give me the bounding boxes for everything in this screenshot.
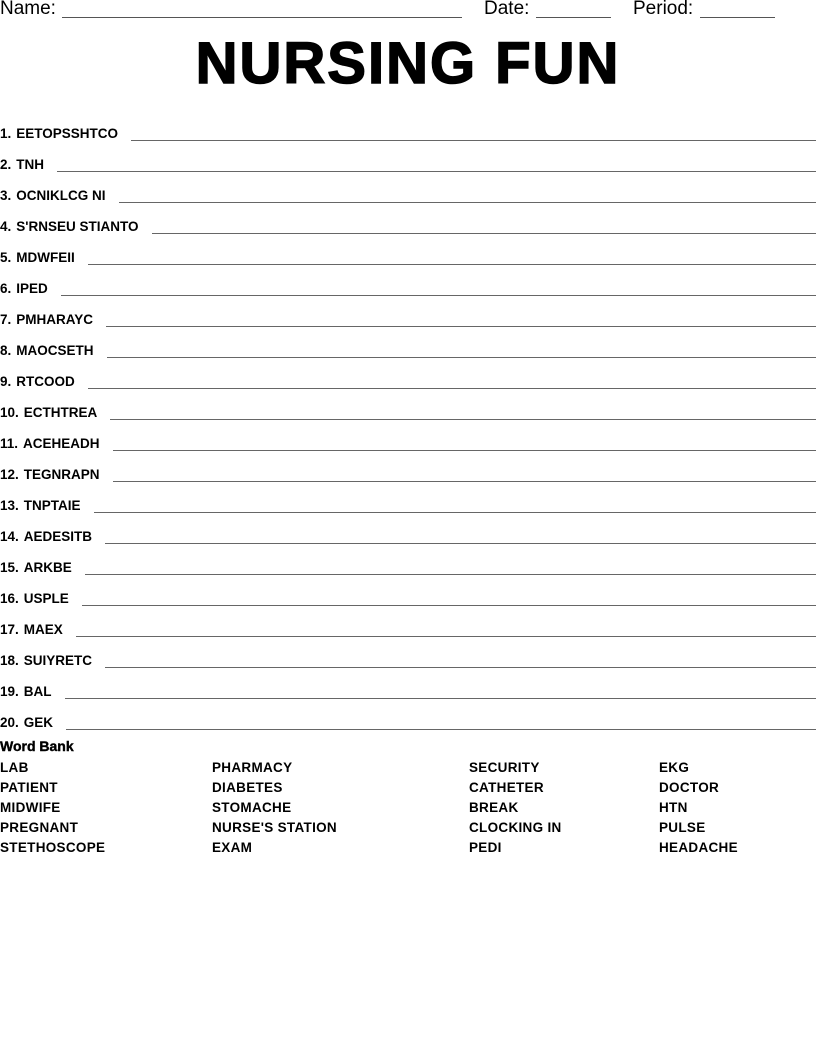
- scrambled-word: EETOPSSHTCO: [16, 126, 119, 141]
- answer-line[interactable]: [131, 140, 816, 141]
- scrambled-word: ARKBE: [23, 560, 72, 575]
- scrambled-word: GEK: [23, 715, 54, 730]
- puzzle-list: [0, 112, 816, 732]
- puzzle-row: [0, 422, 816, 453]
- scrambled-word: OCNIKLCG NI: [16, 188, 106, 203]
- word-bank-entry: CLOCKING IN: [469, 820, 562, 835]
- puzzle-number: 9.: [0, 374, 12, 389]
- answer-line[interactable]: [82, 605, 816, 606]
- puzzle-row: [0, 484, 816, 515]
- word-bank-entry: EKG: [659, 760, 690, 775]
- answer-line[interactable]: [88, 264, 816, 265]
- scrambled-word: IPED: [16, 281, 48, 296]
- answer-line[interactable]: [113, 450, 816, 451]
- puzzle-number: 3.: [0, 188, 12, 203]
- puzzle-number: 1.: [0, 126, 12, 141]
- scrambled-word: S'RNSEU STIANTO: [16, 219, 139, 234]
- scrambled-word: TEGNRAPN: [23, 467, 100, 482]
- puzzle-number: 19.: [0, 684, 19, 699]
- answer-line[interactable]: [113, 481, 816, 482]
- word-bank-entry: STETHOSCOPE: [0, 840, 106, 855]
- word-bank-entry: EXAM: [212, 840, 253, 855]
- word-bank-column: [469, 759, 562, 859]
- answer-line[interactable]: [119, 202, 816, 203]
- puzzle-number: 14.: [0, 529, 19, 544]
- word-bank-entry: CATHETER: [469, 780, 544, 795]
- answer-line[interactable]: [61, 295, 816, 296]
- answer-line[interactable]: [57, 171, 816, 172]
- word-bank-entry: BREAK: [469, 800, 519, 815]
- page-title: NURSING FUN: [195, 31, 621, 96]
- word-bank-entry: PULSE: [659, 820, 706, 835]
- scrambled-word: MDWFEII: [16, 250, 75, 265]
- puzzle-row: [0, 453, 816, 484]
- answer-line[interactable]: [152, 233, 816, 234]
- puzzle-number: 8.: [0, 343, 12, 358]
- puzzle-number: 12.: [0, 467, 19, 482]
- answer-line[interactable]: [85, 574, 816, 575]
- word-bank-column: [0, 759, 105, 859]
- answer-line[interactable]: [107, 357, 816, 358]
- word-bank-entry: NURSE'S STATION: [212, 820, 337, 835]
- word-bank-entry: LAB: [0, 760, 29, 775]
- answer-line[interactable]: [94, 512, 816, 513]
- word-bank-entry: SECURITY: [469, 760, 540, 775]
- name-label: Name:: [0, 0, 56, 19]
- word-bank-entry: PHARMACY: [212, 760, 293, 775]
- puzzle-number: 17.: [0, 622, 19, 637]
- word-bank-title: Word Bank: [0, 738, 74, 754]
- puzzle-row: [0, 701, 816, 732]
- answer-line[interactable]: [106, 326, 816, 327]
- answer-line[interactable]: [76, 636, 816, 637]
- answer-line[interactable]: [105, 667, 816, 668]
- word-bank-entry: HEADACHE: [659, 840, 738, 855]
- word-bank-column: [212, 759, 337, 859]
- puzzle-number: 16.: [0, 591, 19, 606]
- word-bank-entry: DIABETES: [212, 780, 283, 795]
- scrambled-word: TNH: [16, 157, 45, 172]
- puzzle-number: 2.: [0, 157, 12, 172]
- word-bank-entry: HTN: [659, 800, 688, 815]
- answer-line[interactable]: [88, 388, 816, 389]
- scrambled-word: SUIYRETC: [23, 653, 93, 668]
- date-label: Date:: [484, 0, 530, 19]
- word-bank-column: [659, 759, 738, 859]
- puzzle-number: 18.: [0, 653, 19, 668]
- puzzle-row: [0, 670, 816, 701]
- answer-line[interactable]: [66, 729, 816, 730]
- puzzle-number: 10.: [0, 405, 19, 420]
- puzzle-number: 15.: [0, 560, 19, 575]
- puzzle-number: 4.: [0, 219, 12, 234]
- scrambled-word: BAL: [23, 684, 52, 699]
- puzzle-number: 13.: [0, 498, 19, 513]
- scrambled-word: ACEHEADH: [23, 436, 100, 451]
- puzzle-row: [0, 298, 816, 329]
- puzzle-row: [0, 174, 816, 205]
- puzzle-number: 20.: [0, 715, 19, 730]
- puzzle-row: [0, 205, 816, 236]
- scrambled-word: MAOCSETH: [16, 343, 94, 358]
- scrambled-word: RTCOOD: [16, 374, 75, 389]
- puzzle-row: [0, 391, 816, 422]
- word-bank-entry: STOMACHE: [212, 800, 292, 815]
- puzzle-row: [0, 577, 816, 608]
- puzzle-number: 11.: [0, 436, 19, 451]
- name-field[interactable]: [62, 17, 462, 18]
- puzzle-row: [0, 515, 816, 546]
- answer-line[interactable]: [65, 698, 816, 699]
- puzzle-row: [0, 112, 816, 143]
- header: [0, 0, 816, 24]
- puzzle-number: 7.: [0, 312, 12, 327]
- puzzle-number: 5.: [0, 250, 12, 265]
- scrambled-word: MAEX: [23, 622, 63, 637]
- scrambled-word: PMHARAYC: [16, 312, 94, 327]
- puzzle-row: [0, 639, 816, 670]
- puzzle-row: [0, 236, 816, 267]
- scrambled-word: USPLE: [23, 591, 69, 606]
- puzzle-row: [0, 608, 816, 639]
- word-bank-entry: PATIENT: [0, 780, 58, 795]
- puzzle-row: [0, 546, 816, 577]
- period-label: Period:: [633, 0, 694, 19]
- scrambled-word: ECTHTREA: [23, 405, 98, 420]
- puzzle-number: 6.: [0, 281, 12, 296]
- puzzle-row: [0, 329, 816, 360]
- word-bank-entry: PEDI: [469, 840, 502, 855]
- period-field[interactable]: [700, 17, 775, 18]
- word-bank-entry: DOCTOR: [659, 780, 720, 795]
- scrambled-word: AEDESITB: [23, 529, 93, 544]
- word-bank-entry: PREGNANT: [0, 820, 79, 835]
- puzzle-row: [0, 267, 816, 298]
- answer-line[interactable]: [105, 543, 816, 544]
- date-field[interactable]: [536, 17, 611, 18]
- word-bank-entry: MIDWIFE: [0, 800, 61, 815]
- scrambled-word: TNPTAIE: [23, 498, 81, 513]
- puzzle-row: [0, 360, 816, 391]
- answer-line[interactable]: [110, 419, 816, 420]
- puzzle-row: [0, 143, 816, 174]
